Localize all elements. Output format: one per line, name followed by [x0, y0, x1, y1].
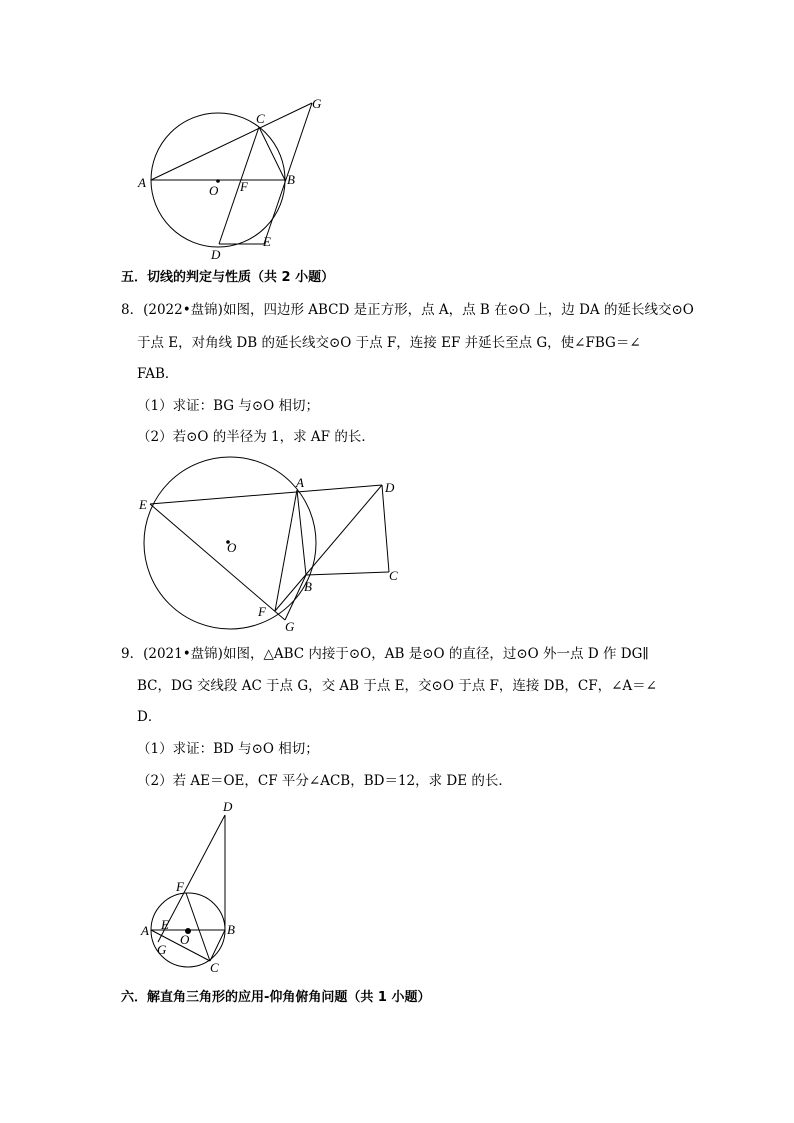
fig1-label-F: F — [240, 179, 248, 194]
section-5-heading: 五．切线的判定与性质（共 2 小题） — [121, 270, 335, 285]
q9-line-1: 9．(2021•盘锦)如图，△ABC 内接于⊙O，AB 是⊙O 的直径，过⊙O 外一点 D 作 DG∥ — [121, 646, 649, 662]
section-6-heading: 六．解直角三角形的应用-仰角俯角问题（共 1 小题） — [121, 990, 431, 1005]
fig3-label-G: G — [157, 942, 167, 957]
fig1-label-D: D — [211, 247, 221, 262]
q8-part-1: （1）求证：BG 与⊙O 相切； — [137, 398, 320, 414]
fig2-label-D: D — [385, 480, 395, 495]
fig3-label-O: O — [180, 932, 190, 947]
q9-part-2: （2）若 AE＝OE，CF 平分∠ACB，BD＝12，求 DE 的长． — [137, 773, 512, 789]
fig2-label-C: C — [389, 568, 398, 583]
q8-line-1: 8．(2022•盘锦)如图，四边形 ABCD 是正方形，点 A，点 B 在⊙O 上，边 DA 的延长线交⊙O — [121, 302, 694, 318]
fig3-line-CB — [210, 930, 225, 961]
fig1-label-B: B — [287, 172, 295, 187]
fig2-label-O: O — [227, 540, 237, 555]
q9-line-3: D． — [137, 709, 162, 725]
q9-line-2: BC，DG 交线段 AC 于点 G，交 AB 于点 E，交⊙O 于点 F，连接 DB，CF，∠A＝∠ — [137, 678, 657, 694]
fig1-label-C: C — [256, 111, 265, 126]
fig1-label-A: A — [138, 175, 146, 190]
fig2-label-G: G — [285, 619, 295, 634]
fig2-label-E: E — [139, 497, 147, 512]
fig1-label-O: O — [209, 183, 219, 198]
q9-part-1: （1）求证：BD 与⊙O 相切； — [137, 741, 319, 757]
fig3-label-A: A — [141, 923, 149, 938]
fig1-label-G: G — [312, 96, 322, 111]
q8-part-2: （2）若⊙O 的半径为 1，求 AF 的长． — [137, 429, 375, 445]
fig2-label-B: B — [304, 579, 312, 594]
fig3-label-D: D — [223, 799, 233, 814]
fig3-label-E: E — [161, 917, 169, 932]
q8-line-2: 于点 E，对角线 DB 的延长线交⊙O 于点 F，连接 EF 并延长至点 G，使∠FBG＝∠ — [137, 335, 641, 351]
fig3-label-B: B — [227, 922, 235, 937]
fig3-label-C: C — [210, 960, 219, 975]
q8-line-3: FAB． — [137, 366, 179, 382]
fig2-label-A: A — [296, 475, 304, 490]
fig2-label-F: F — [258, 604, 266, 619]
fig1-label-E: E — [263, 234, 271, 249]
fig3-label-F: F — [176, 879, 184, 894]
